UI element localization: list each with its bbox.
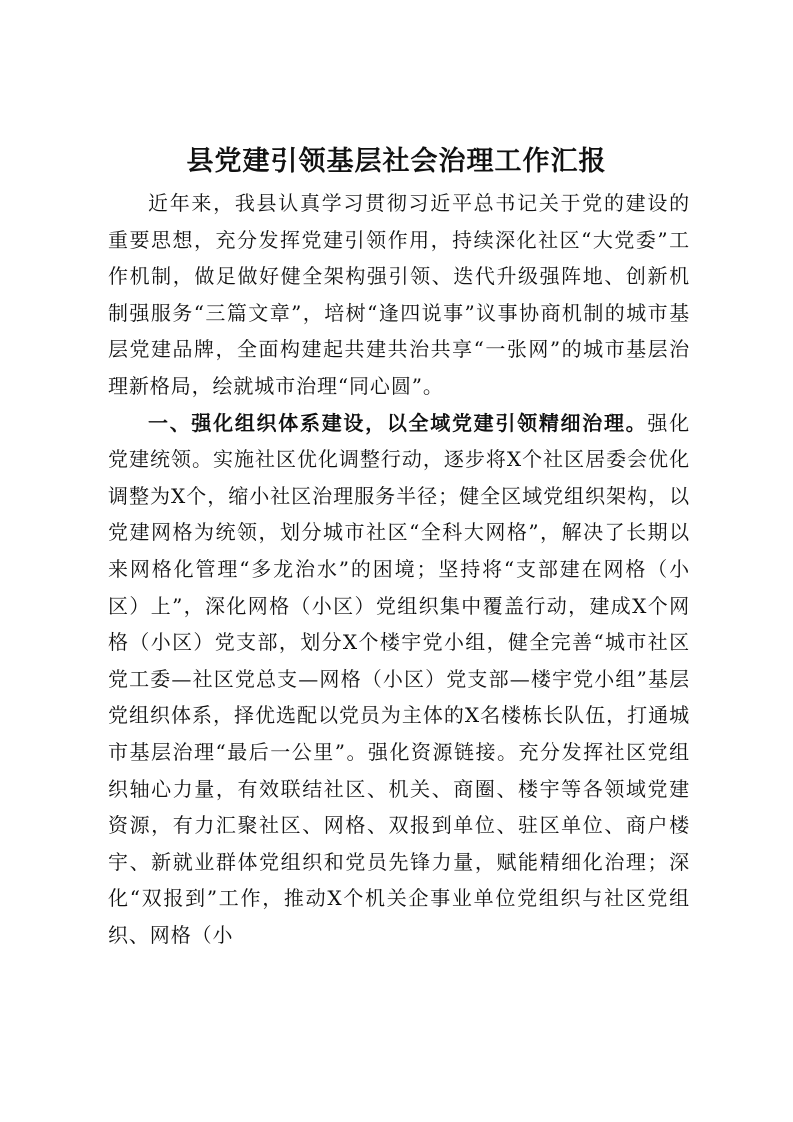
document-title: 县党建引领基层社会治理工作汇报: [186, 146, 607, 177]
intro-paragraph: 近年来，我县认真学习贯彻习近平总书记关于党的建设的重要思想，充分发挥党建引领作用，持续深化社区“大党委”工作机制，做足做好健全架构强引领、迭代升级强阵地、创新机制强服务“三篇文章”，培树“逢四说事”议事协商机制的城市基层党建品牌，全面构建起共建共治共享“一张网”的城市基层治理新格局，绘就城市治理“同心圆”。: [108, 191, 690, 398]
section-1-heading: 一、强化组织体系建设，以全域党建引领精细治理。: [148, 410, 648, 435]
document-body: [108, 185, 690, 953]
section-1-body: 强化党建统领。实施社区优化调整行动，逐步将X个社区居委会优化调整为X个，缩小社区治理服务半径；健全区域党组织架构，以党建网格为统领，划分城市社区“全科大网格”，解决了长期以来网格化管理“多龙治水”的困境；坚持将“支部建在网格（小区）上”，深化网格（小区）党组织集中覆盖行动，建成X个网格（小区）党支部，划分X个楼宇党小组，健全完善“城市社区党工委—社区党总支—网格（小区）党支部—楼宇党小组”基层党组织体系，择优选配以党员为主体的X名楼栋长队伍，打通城市基层治理“最后一公里”。强化资源链接。充分发挥社区党组织轴心力量，有效联结社区、机关、商圈、楼宇等各领域党建资源，有力汇聚社区、网格、双报到单位、驻区单位、商户楼宇、新就业群体党组织和党员先锋力量，赋能精细化治理；深化“双报到”工作，推动X个机关企事业单位党组织与社区党组织、网格（小: [108, 410, 690, 947]
section-1-paragraph: [108, 405, 690, 954]
